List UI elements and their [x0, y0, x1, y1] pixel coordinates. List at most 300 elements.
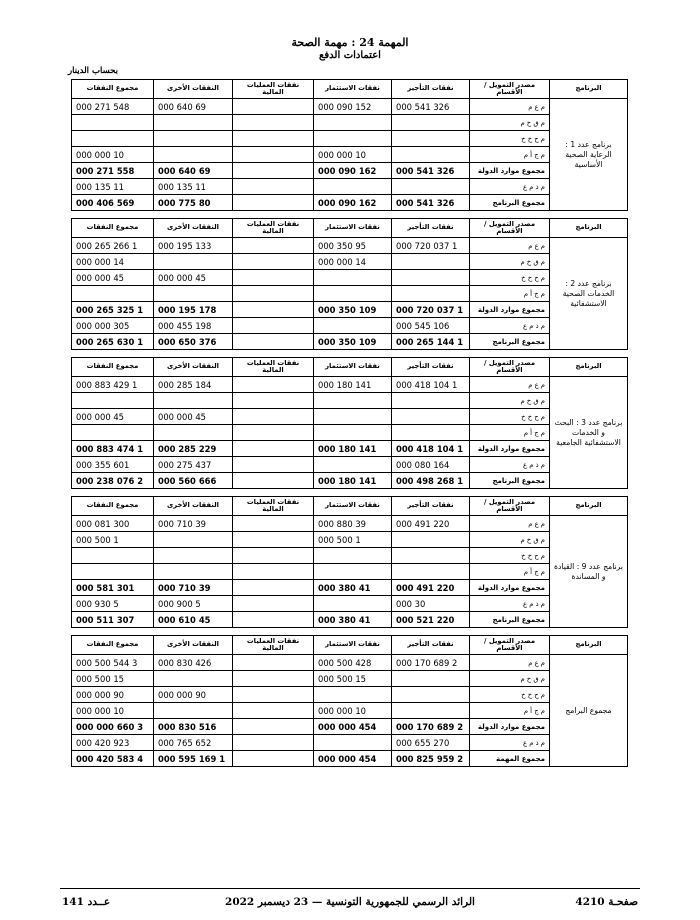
- other-expenses-cell: 376 650 000: [154, 334, 233, 350]
- table-row: [72, 473, 628, 489]
- investment-cell: 14 000 000: [314, 254, 392, 270]
- financial-ops-cell: [233, 409, 314, 425]
- document-subtitle: اعتمادات الدفع: [319, 50, 381, 61]
- financial-ops-cell: [233, 318, 314, 334]
- column-header: مجموع النفقات: [72, 636, 154, 655]
- program-name-cell: مجموع البرامج: [550, 655, 628, 767]
- other-expenses-cell: 39 710 000: [154, 516, 233, 532]
- other-expenses-cell: 178 195 000: [154, 302, 233, 318]
- program-section: [71, 79, 627, 218]
- table-row: [72, 393, 628, 409]
- footer-issue-number: عــدد 141: [62, 896, 111, 908]
- total-cell: 548 271 000: [72, 99, 154, 115]
- table-header-row: [72, 358, 628, 377]
- wages-cell: 2 959 825 000: [392, 751, 470, 767]
- total-cell: 558 271 000: [72, 163, 154, 179]
- wages-cell: 326 541 000: [392, 163, 470, 179]
- investment-cell: [314, 409, 392, 425]
- other-expenses-cell: [154, 703, 233, 719]
- investment-cell: 109 350 000: [314, 334, 392, 350]
- column-header: نفقات التأجير: [392, 636, 470, 655]
- wages-cell: [392, 425, 470, 441]
- other-expenses-cell: 652 765 000: [154, 735, 233, 751]
- table-header-row: [72, 219, 628, 238]
- source-cell: م ق خ م: [470, 532, 550, 548]
- financial-ops-cell: [233, 457, 314, 473]
- other-expenses-cell: [154, 671, 233, 687]
- investment-cell: [314, 131, 392, 147]
- currency-unit-note: بحساب الدينار: [68, 66, 119, 76]
- table-row: [72, 377, 628, 393]
- total-cell: 10 000 000: [72, 147, 154, 163]
- total-cell: 1 474 883 000: [72, 441, 154, 457]
- table-row: [72, 719, 628, 735]
- total-cell: [72, 548, 154, 564]
- total-cell: 569 406 000: [72, 195, 154, 211]
- footer-divider: [60, 888, 640, 889]
- total-cell: 45 000 000: [72, 270, 154, 286]
- total-cell: 3 544 500 000: [72, 655, 154, 671]
- financial-ops-cell: [233, 735, 314, 751]
- investment-cell: 454 000 000: [314, 751, 392, 767]
- financial-ops-cell: [233, 179, 314, 195]
- table-row: [72, 735, 628, 751]
- other-expenses-cell: 45 610 000: [154, 612, 233, 628]
- table-row: [72, 548, 628, 564]
- source-cell: مجموع موارد الدولة: [470, 163, 550, 179]
- wages-cell: [392, 393, 470, 409]
- investment-cell: [314, 564, 392, 580]
- financial-ops-cell: [233, 687, 314, 703]
- wages-cell: 2 689 170 000: [392, 719, 470, 735]
- table-row: [72, 564, 628, 580]
- total-cell: 11 135 000: [72, 179, 154, 195]
- table-row: [72, 532, 628, 548]
- source-cell: م ج أ م: [470, 703, 550, 719]
- source-cell: م ج أ م: [470, 564, 550, 580]
- table-row: [72, 751, 628, 767]
- table-row: [72, 671, 628, 687]
- program-section: [71, 496, 627, 635]
- table-row: [72, 179, 628, 195]
- table-row: [72, 131, 628, 147]
- column-header: نفقات التأجير: [392, 497, 470, 516]
- table-row: [72, 703, 628, 719]
- table-row: [72, 318, 628, 334]
- wages-cell: 30 000: [392, 596, 470, 612]
- financial-ops-cell: [233, 302, 314, 318]
- other-expenses-cell: 426 830 000: [154, 655, 233, 671]
- total-cell: 1 325 265 000: [72, 302, 154, 318]
- table-row: [72, 115, 628, 131]
- wages-cell: 1 037 720 000: [392, 302, 470, 318]
- total-cell: [72, 131, 154, 147]
- total-cell: 2 076 238 000: [72, 473, 154, 489]
- total-cell: 300 081 000: [72, 516, 154, 532]
- wages-cell: [392, 687, 470, 703]
- investment-cell: 141 180 000: [314, 441, 392, 457]
- wages-cell: 1 104 418 000: [392, 441, 470, 457]
- column-header: النفقات الأخرى: [154, 219, 233, 238]
- source-cell: م ذ م ع: [470, 318, 550, 334]
- source-cell: م ج أ م: [470, 147, 550, 163]
- source-cell: مجموع المهمة: [470, 751, 550, 767]
- source-cell: م ق خ م: [470, 671, 550, 687]
- source-cell: م ق خ م: [470, 393, 550, 409]
- budget-table: [71, 496, 628, 628]
- wages-cell: [392, 564, 470, 580]
- investment-cell: [314, 548, 392, 564]
- source-cell: م ح خ خ: [470, 270, 550, 286]
- wages-cell: [392, 270, 470, 286]
- total-cell: 305 000 000: [72, 318, 154, 334]
- investment-cell: [314, 457, 392, 473]
- column-header: البرنامج: [550, 358, 628, 377]
- investment-cell: 454 000 000: [314, 719, 392, 735]
- wages-cell: [392, 254, 470, 270]
- other-expenses-cell: 69 640 000: [154, 99, 233, 115]
- financial-ops-cell: [233, 580, 314, 596]
- other-expenses-cell: 516 830 000: [154, 719, 233, 735]
- source-cell: مجموع البرنامج: [470, 473, 550, 489]
- wages-cell: 164 080 000: [392, 457, 470, 473]
- column-header: النفقات الأخرى: [154, 80, 233, 99]
- source-cell: م ح خ خ: [470, 409, 550, 425]
- other-expenses-cell: 5 900 000: [154, 596, 233, 612]
- source-cell: م ع م: [470, 238, 550, 254]
- other-expenses-cell: [154, 131, 233, 147]
- financial-ops-cell: [233, 131, 314, 147]
- total-cell: [72, 286, 154, 302]
- budget-table: [71, 635, 628, 767]
- column-header: البرنامج: [550, 80, 628, 99]
- financial-ops-cell: [233, 195, 314, 211]
- wages-cell: 220 521 000: [392, 612, 470, 628]
- budget-table: [71, 218, 628, 350]
- table-row: [72, 655, 628, 671]
- other-expenses-cell: 39 710 000: [154, 580, 233, 596]
- source-cell: مجموع البرنامج: [470, 195, 550, 211]
- source-cell: م ج أ م: [470, 425, 550, 441]
- column-header: مجموع النفقات: [72, 219, 154, 238]
- table-row: [72, 99, 628, 115]
- total-cell: 90 000 000: [72, 687, 154, 703]
- other-expenses-cell: [154, 532, 233, 548]
- other-expenses-cell: [154, 425, 233, 441]
- investment-cell: 95 350 000: [314, 238, 392, 254]
- source-cell: مجموع موارد الدولة: [470, 580, 550, 596]
- wages-cell: [392, 147, 470, 163]
- wages-cell: [392, 286, 470, 302]
- total-cell: [72, 115, 154, 131]
- column-header: مجموع النفقات: [72, 358, 154, 377]
- financial-ops-cell: [233, 393, 314, 409]
- total-cell: [72, 564, 154, 580]
- source-cell: مجموع موارد الدولة: [470, 302, 550, 318]
- financial-ops-cell: [233, 719, 314, 735]
- other-expenses-cell: [154, 147, 233, 163]
- column-header: مصدر التمويل / الأقسام: [470, 497, 550, 516]
- source-cell: م ع م: [470, 655, 550, 671]
- table-row: [72, 457, 628, 473]
- other-expenses-cell: 1 169 595 000: [154, 751, 233, 767]
- source-cell: مجموع موارد الدولة: [470, 719, 550, 735]
- other-expenses-cell: 45 000 000: [154, 409, 233, 425]
- financial-ops-cell: [233, 99, 314, 115]
- column-header: النفقات الأخرى: [154, 636, 233, 655]
- financial-ops-cell: [233, 671, 314, 687]
- column-header: مصدر التمويل / الأقسام: [470, 636, 550, 655]
- investment-cell: 141 180 000: [314, 377, 392, 393]
- table-row: [72, 425, 628, 441]
- other-expenses-cell: 45 000 000: [154, 270, 233, 286]
- financial-ops-cell: [233, 516, 314, 532]
- source-cell: م ع م: [470, 99, 550, 115]
- wages-cell: 2 689 170 000: [392, 655, 470, 671]
- column-header: نفقات العمليات المالية: [233, 497, 314, 516]
- column-header: النفقات الأخرى: [154, 497, 233, 516]
- financial-ops-cell: [233, 473, 314, 489]
- table-row: [72, 580, 628, 596]
- table-row: [72, 441, 628, 457]
- investment-cell: [314, 286, 392, 302]
- financial-ops-cell: [233, 596, 314, 612]
- wages-cell: [392, 548, 470, 564]
- column-header: مصدر التمويل / الأقسام: [470, 219, 550, 238]
- source-cell: مجموع موارد الدولة: [470, 441, 550, 457]
- column-header: نفقات العمليات المالية: [233, 636, 314, 655]
- table-row: [72, 409, 628, 425]
- source-cell: م ح خ خ: [470, 131, 550, 147]
- other-expenses-cell: [154, 286, 233, 302]
- investment-cell: [314, 393, 392, 409]
- total-cell: 307 511 000: [72, 612, 154, 628]
- total-cell: 1 630 265 000: [72, 334, 154, 350]
- table-row: [72, 596, 628, 612]
- investment-cell: [314, 115, 392, 131]
- total-cell: [72, 425, 154, 441]
- column-header: نفقات العمليات المالية: [233, 358, 314, 377]
- program-name-cell: برنامج عدد 1 : الرعاية الصحية الأساسية: [550, 99, 628, 211]
- other-expenses-cell: 184 285 000: [154, 377, 233, 393]
- financial-ops-cell: [233, 655, 314, 671]
- source-cell: مجموع البرنامج: [470, 612, 550, 628]
- financial-ops-cell: [233, 532, 314, 548]
- financial-ops-cell: [233, 334, 314, 350]
- other-expenses-cell: 11 135 000: [154, 179, 233, 195]
- total-cell: 601 355 000: [72, 457, 154, 473]
- financial-ops-cell: [233, 751, 314, 767]
- wages-cell: [392, 131, 470, 147]
- total-cell: 301 581 000: [72, 580, 154, 596]
- source-cell: م ق خ م: [470, 115, 550, 131]
- mission-title: المهمة 24 : مهمة الصحة: [291, 36, 409, 49]
- table-row: [72, 612, 628, 628]
- investment-cell: [314, 425, 392, 441]
- source-cell: م ح خ خ: [470, 548, 550, 564]
- total-cell: 5 930 000: [72, 596, 154, 612]
- column-header: نفقات العمليات المالية: [233, 219, 314, 238]
- other-expenses-cell: [154, 564, 233, 580]
- investment-cell: 1 500 000: [314, 532, 392, 548]
- other-expenses-cell: [154, 115, 233, 131]
- column-header: نفقات الاستثمار: [314, 636, 392, 655]
- column-header: نفقات الاستثمار: [314, 219, 392, 238]
- investment-cell: [314, 318, 392, 334]
- other-expenses-cell: [154, 393, 233, 409]
- other-expenses-cell: 229 285 000: [154, 441, 233, 457]
- total-cell: 10 000 000: [72, 703, 154, 719]
- investment-cell: 162 090 000: [314, 195, 392, 211]
- other-expenses-cell: [154, 548, 233, 564]
- financial-ops-cell: [233, 548, 314, 564]
- investment-cell: 15 500 000: [314, 671, 392, 687]
- budget-table: [71, 79, 628, 211]
- column-header: نفقات الاستثمار: [314, 497, 392, 516]
- table-row: [72, 147, 628, 163]
- table-header-row: [72, 636, 628, 655]
- wages-cell: 1 037 720 000: [392, 238, 470, 254]
- wages-cell: [392, 532, 470, 548]
- investment-cell: 141 180 000: [314, 473, 392, 489]
- wages-cell: 270 655 000: [392, 735, 470, 751]
- financial-ops-cell: [233, 238, 314, 254]
- wages-cell: 106 545 000: [392, 318, 470, 334]
- other-expenses-cell: 80 775 000: [154, 195, 233, 211]
- investment-cell: [314, 687, 392, 703]
- investment-cell: 152 090 000: [314, 99, 392, 115]
- total-cell: 1 266 265 000: [72, 238, 154, 254]
- column-header: نفقات التأجير: [392, 358, 470, 377]
- investment-cell: [314, 179, 392, 195]
- table-header-row: [72, 80, 628, 99]
- investment-cell: 428 500 000: [314, 655, 392, 671]
- table-row: [72, 270, 628, 286]
- source-cell: م ع م: [470, 377, 550, 393]
- table-row: [72, 286, 628, 302]
- investment-cell: 39 880 000: [314, 516, 392, 532]
- other-expenses-cell: 666 560 000: [154, 473, 233, 489]
- other-expenses-cell: [154, 254, 233, 270]
- financial-ops-cell: [233, 254, 314, 270]
- column-header: مصدر التمويل / الأقسام: [470, 80, 550, 99]
- total-cell: 4 583 420 000: [72, 751, 154, 767]
- financial-ops-cell: [233, 425, 314, 441]
- wages-cell: 220 491 000: [392, 580, 470, 596]
- total-cell: 3 660 000 000: [72, 719, 154, 735]
- table-row: [72, 516, 628, 532]
- source-cell: م ح خ خ: [470, 687, 550, 703]
- financial-ops-cell: [233, 270, 314, 286]
- table-row: [72, 195, 628, 211]
- column-header: البرنامج: [550, 636, 628, 655]
- budget-tables: [71, 79, 627, 774]
- investment-cell: [314, 735, 392, 751]
- table-row: [72, 163, 628, 179]
- program-section: [71, 635, 627, 774]
- program-name-cell: برنامج عدد 9 : القيادة و المساندة: [550, 516, 628, 628]
- wages-cell: 1 144 265 000: [392, 334, 470, 350]
- financial-ops-cell: [233, 147, 314, 163]
- financial-ops-cell: [233, 564, 314, 580]
- table-row: [72, 687, 628, 703]
- column-header: نفقات التأجير: [392, 80, 470, 99]
- investment-cell: 41 380 000: [314, 580, 392, 596]
- total-cell: 1 429 883 000: [72, 377, 154, 393]
- wages-cell: 1 104 418 000: [392, 377, 470, 393]
- wages-cell: [392, 703, 470, 719]
- table-header-row: [72, 497, 628, 516]
- source-cell: م ذ م ع: [470, 735, 550, 751]
- table-row: [72, 334, 628, 350]
- financial-ops-cell: [233, 115, 314, 131]
- total-cell: 15 500 000: [72, 671, 154, 687]
- other-expenses-cell: 133 195 000: [154, 238, 233, 254]
- financial-ops-cell: [233, 286, 314, 302]
- footer-page-number: صفحـة 4210: [575, 896, 638, 908]
- source-cell: م ج أ م: [470, 286, 550, 302]
- column-header: مصدر التمويل / الأقسام: [470, 358, 550, 377]
- budget-table: [71, 357, 628, 489]
- total-cell: 923 420 000: [72, 735, 154, 751]
- total-cell: 1 500 000: [72, 532, 154, 548]
- wages-cell: 326 541 000: [392, 195, 470, 211]
- column-header: البرنامج: [550, 219, 628, 238]
- wages-cell: [392, 179, 470, 195]
- column-header: نفقات الاستثمار: [314, 80, 392, 99]
- column-header: مجموع النفقات: [72, 497, 154, 516]
- other-expenses-cell: 90 000 000: [154, 687, 233, 703]
- table-row: [72, 302, 628, 318]
- source-cell: م ق خ م: [470, 254, 550, 270]
- wages-cell: 220 491 000: [392, 516, 470, 532]
- column-header: البرنامج: [550, 497, 628, 516]
- investment-cell: 109 350 000: [314, 302, 392, 318]
- wages-cell: 1 268 498 000: [392, 473, 470, 489]
- wages-cell: [392, 409, 470, 425]
- program-name-cell: برنامج عدد 2 : الخدمات الصحية الاستشفائية: [550, 238, 628, 350]
- total-cell: [72, 393, 154, 409]
- investment-cell: 162 090 000: [314, 163, 392, 179]
- wages-cell: [392, 671, 470, 687]
- column-header: النفقات الأخرى: [154, 358, 233, 377]
- source-cell: م ع م: [470, 516, 550, 532]
- investment-cell: [314, 596, 392, 612]
- table-row: [72, 254, 628, 270]
- source-cell: م ذ م ع: [470, 179, 550, 195]
- program-section: [71, 218, 627, 357]
- program-section: [71, 357, 627, 496]
- investment-cell: 10 000 000: [314, 703, 392, 719]
- program-name-cell: برنامج عدد 3 : البحث و الخدمات الاستشفائية الجامعية: [550, 377, 628, 489]
- other-expenses-cell: 437 275 000: [154, 457, 233, 473]
- column-header: نفقات العمليات المالية: [233, 80, 314, 99]
- column-header: مجموع النفقات: [72, 80, 154, 99]
- source-cell: مجموع البرنامج: [470, 334, 550, 350]
- wages-cell: [392, 115, 470, 131]
- footer-publication: الرائد الرسمي للجمهورية التونسية — 23 ديسمبر 2022: [225, 896, 475, 908]
- total-cell: 14 000 000: [72, 254, 154, 270]
- financial-ops-cell: [233, 612, 314, 628]
- financial-ops-cell: [233, 163, 314, 179]
- column-header: نفقات الاستثمار: [314, 358, 392, 377]
- wages-cell: 326 541 000: [392, 99, 470, 115]
- source-cell: م ذ م ع: [470, 457, 550, 473]
- financial-ops-cell: [233, 703, 314, 719]
- investment-cell: [314, 270, 392, 286]
- column-header: نفقات التأجير: [392, 219, 470, 238]
- source-cell: م ذ م ع: [470, 596, 550, 612]
